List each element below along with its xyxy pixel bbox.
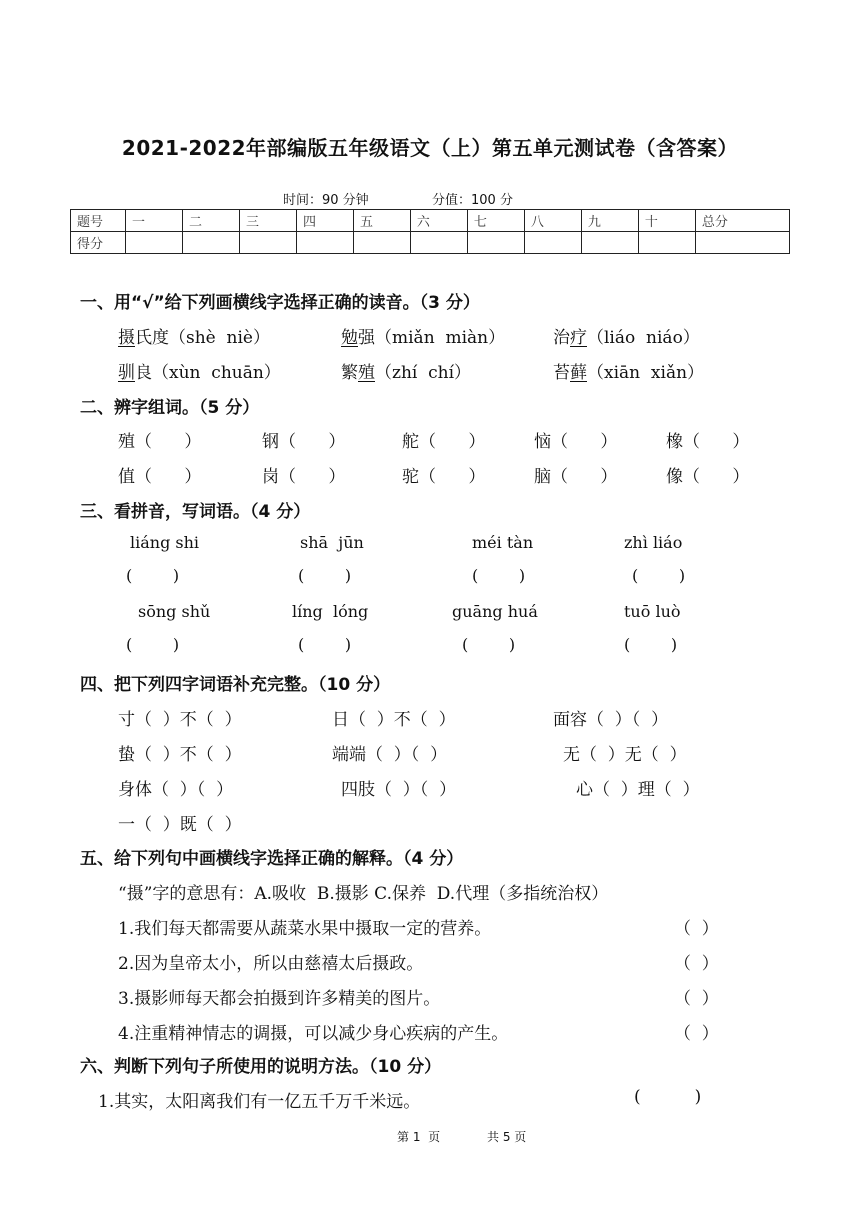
- answer-blank[interactable]: ( ): [472, 566, 526, 585]
- question-item: [553, 358, 704, 383]
- word-blank[interactable]: 像（ ）: [666, 467, 750, 487]
- table-cell: 四: [296, 210, 353, 232]
- underlined-char: 藓: [570, 363, 587, 383]
- idiom-blank[interactable]: 心（ ）理（ ）: [576, 780, 700, 800]
- question-item: [553, 323, 700, 348]
- pinyin: méi tàn: [472, 533, 534, 552]
- sentence: 2.因为皇帝太小，所以由慈禧太后摄政。: [118, 954, 424, 974]
- table-cell: 得分: [71, 232, 126, 254]
- score-input-cell[interactable]: [467, 232, 524, 254]
- sentence: 1.其实，太阳离我们有一亿五千万千米远。: [98, 1092, 421, 1112]
- answer-blank[interactable]: ( ): [126, 635, 180, 654]
- table-cell: 二: [182, 210, 239, 232]
- exam-score: 分值：100 分: [432, 193, 513, 208]
- item-text: 强（miǎn miàn）: [358, 328, 506, 348]
- section-heading: 一、用“√”给下列画横线字选择正确的读音。（3 分）: [80, 293, 480, 313]
- word-blank[interactable]: 舵（ ）: [402, 432, 486, 452]
- question-item: [341, 323, 505, 348]
- item-text: 繁: [341, 363, 358, 383]
- section-heading: 四、把下列四字词语补充完整。（10 分）: [80, 675, 391, 695]
- section-heading: 五、给下列句中画横线字选择正确的解释。（4 分）: [80, 849, 464, 869]
- idiom-blank[interactable]: 身体（ ）（ ）: [118, 780, 234, 800]
- answer-blank[interactable]: （ ）: [674, 919, 719, 939]
- table-cell: 三: [239, 210, 296, 232]
- score-input-cell[interactable]: [524, 232, 581, 254]
- pinyin: tuō luò: [624, 602, 681, 621]
- item-text: （zhí chí）: [375, 363, 472, 383]
- score-input-cell[interactable]: [182, 232, 239, 254]
- item-text: 治: [553, 328, 570, 348]
- item-text: 苔: [553, 363, 570, 383]
- table-cell: 九: [581, 210, 638, 232]
- table-row: [71, 232, 790, 254]
- sentence: 4.注重精神情志的调摄，可以减少身心疾病的产生。: [118, 1024, 509, 1044]
- idiom-blank[interactable]: 一（ ）既（ ）: [118, 815, 242, 835]
- page-number: 第 1 页: [397, 1130, 441, 1144]
- idiom-blank[interactable]: 日（ ）不（ ）: [332, 710, 456, 730]
- table-cell: 十: [638, 210, 695, 232]
- pinyin: líng lóng: [292, 602, 369, 621]
- idiom-blank[interactable]: 无（ ）无（ ）: [563, 745, 687, 765]
- word-blank[interactable]: 驼（ ）: [402, 467, 486, 487]
- exam-time: 时间：90 分钟: [283, 193, 369, 208]
- score-input-cell[interactable]: [126, 232, 183, 254]
- score-input-cell[interactable]: [695, 232, 789, 254]
- section-heading: 二、辨字组词。（5 分）: [80, 398, 260, 418]
- question-item: [341, 358, 471, 383]
- score-input-cell[interactable]: [296, 232, 353, 254]
- pinyin: zhì liáo: [624, 533, 683, 552]
- answer-blank[interactable]: ( ): [298, 635, 352, 654]
- score-input-cell[interactable]: [638, 232, 695, 254]
- item-text: （liáo niáo）: [587, 328, 700, 348]
- underlined-char: 勉: [341, 328, 358, 348]
- page-title: 2021-2022年部编版五年级语文（上）第五单元测试卷（含答案）: [121, 136, 739, 160]
- answer-blank[interactable]: （ ）: [674, 954, 719, 974]
- answer-blank[interactable]: （ ）: [674, 989, 719, 1009]
- pinyin: guāng huá: [452, 602, 538, 621]
- idiom-blank[interactable]: 端端（ ）（ ）: [332, 745, 448, 765]
- answer-blank[interactable]: ( ): [632, 566, 686, 585]
- underlined-char: 疗: [570, 328, 587, 348]
- item-text: 良（xùn chuān）: [135, 363, 281, 383]
- pinyin: liáng shi: [130, 533, 200, 552]
- score-input-cell[interactable]: [239, 232, 296, 254]
- item-text: （xiān xiǎn）: [587, 363, 705, 383]
- definitions-intro: “摄”字的意思有：A.吸收 B.摄影 C.保养 D.代理（多指统治权）: [118, 884, 609, 904]
- word-blank[interactable]: 值（ ）: [118, 467, 202, 487]
- word-blank[interactable]: 橡（ ）: [666, 432, 750, 452]
- question-item: [118, 358, 281, 383]
- sentence: 3.摄影师每天都会拍摄到许多精美的图片。: [118, 989, 441, 1009]
- item-text: 氏度（shè niè）: [135, 328, 270, 348]
- table-cell: 七: [467, 210, 524, 232]
- idiom-blank[interactable]: 蛰（ ）不（ ）: [118, 745, 242, 765]
- word-blank[interactable]: 殖（ ）: [118, 432, 202, 452]
- word-blank[interactable]: 钢（ ）: [262, 432, 346, 452]
- table-cell: 六: [410, 210, 467, 232]
- answer-blank[interactable]: ( ): [624, 635, 678, 654]
- pinyin: shā jūn: [300, 533, 364, 552]
- score-table: [70, 209, 790, 254]
- score-input-cell[interactable]: [581, 232, 638, 254]
- answer-blank[interactable]: （ ）: [674, 1024, 719, 1044]
- score-input-cell[interactable]: [353, 232, 410, 254]
- question-item: [118, 323, 270, 348]
- section-heading: 六、判断下列句子所使用的说明方法。（10 分）: [80, 1057, 442, 1077]
- score-input-cell[interactable]: [410, 232, 467, 254]
- underlined-char: 驯: [118, 363, 135, 383]
- table-cell: 总分: [695, 210, 789, 232]
- sentence: 1.我们每天都需要从蔬菜水果中摄取一定的营养。: [118, 919, 492, 939]
- answer-blank[interactable]: ( ): [634, 1087, 702, 1107]
- word-blank[interactable]: 岗（ ）: [262, 467, 346, 487]
- word-blank[interactable]: 恼（ ）: [534, 432, 618, 452]
- word-blank[interactable]: 脑（ ）: [534, 467, 618, 487]
- page-total: 共 5 页: [487, 1130, 527, 1144]
- table-row: [71, 210, 790, 232]
- underlined-char: 摄: [118, 328, 135, 348]
- table-cell: 题号: [71, 210, 126, 232]
- idiom-blank[interactable]: 寸（ ）不（ ）: [118, 710, 242, 730]
- table-cell: 五: [353, 210, 410, 232]
- pinyin: sōng shǔ: [138, 602, 211, 621]
- idiom-blank[interactable]: 四肢（ ）（ ）: [341, 780, 457, 800]
- table-cell: 八: [524, 210, 581, 232]
- section-heading: 三、看拼音，写词语。（4 分）: [80, 502, 311, 522]
- answer-blank[interactable]: ( ): [462, 635, 516, 654]
- answer-blank[interactable]: ( ): [126, 566, 180, 585]
- table-cell: 一: [126, 210, 183, 232]
- idiom-blank[interactable]: 面容（ ）（ ）: [553, 710, 669, 730]
- underlined-char: 殖: [358, 363, 375, 383]
- answer-blank[interactable]: ( ): [298, 566, 352, 585]
